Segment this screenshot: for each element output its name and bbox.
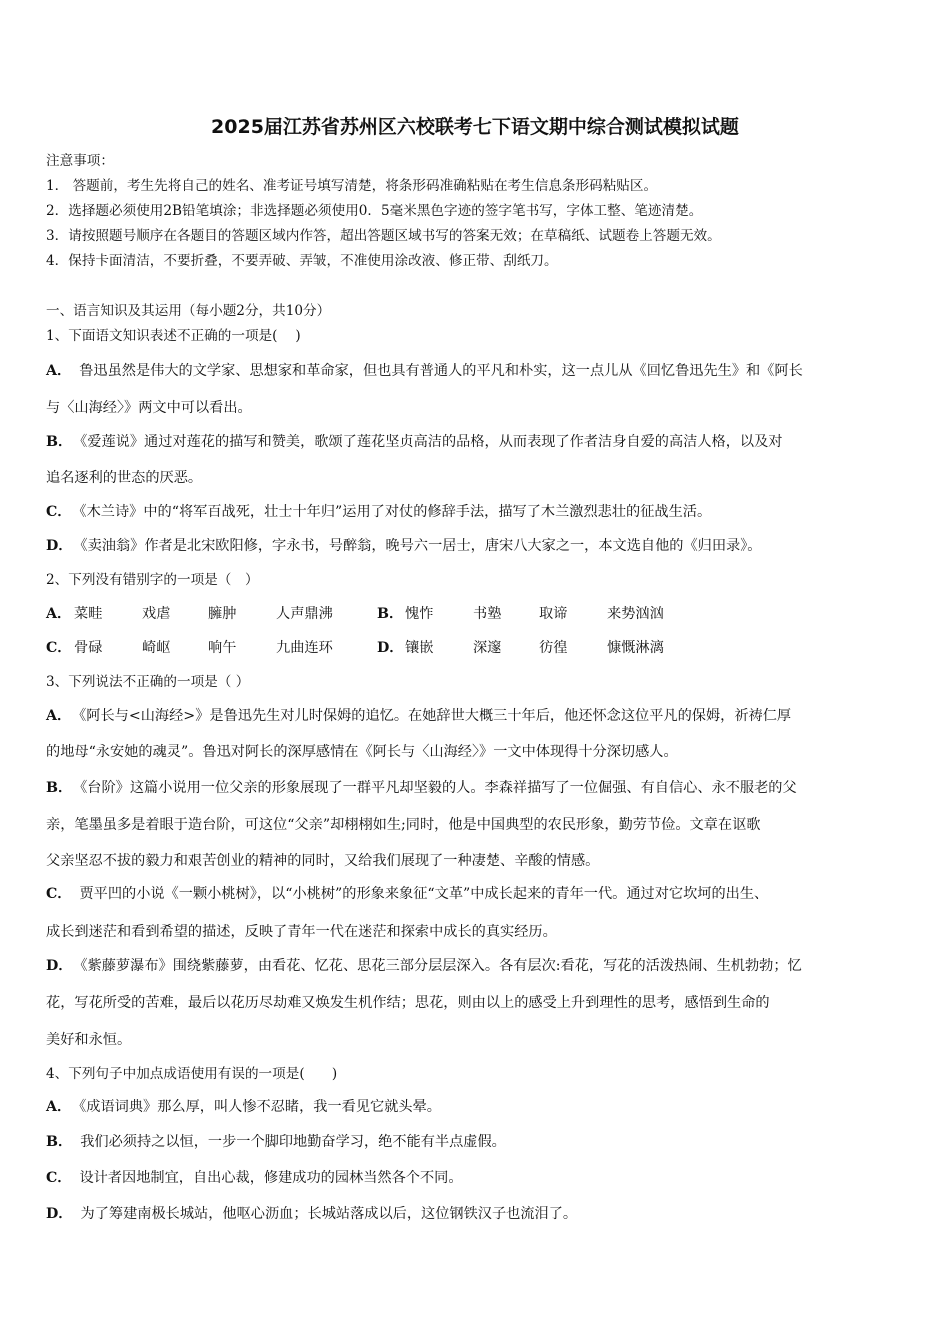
option-row-ab [46,605,746,625]
option-label: B． [46,434,73,450]
option-b [46,433,782,451]
option-text: 《紫藤萝瀑布》围绕紫藤萝，由看花、忆花、思花三部分层层深入。各有层次:看花，写花的活泼热闹、生机勃勃；忆 [80,958,802,974]
option-text: 《木兰诗》中的“将军百战死，壮士十年归”运用了对仗的修辞手法，描写了木兰激烈悲壮的征战生活。 [79,504,712,520]
option-label: A． [46,363,72,379]
option-label: D． [377,640,404,656]
option-text: 贾平凹的小说《一颗小桃树》，以“小桃树”的形象来象征“文革”中成长起来的青年一代。通过对它坎坷的出生、 [79,886,769,902]
option-label: B． [46,780,73,796]
option-text: 《成语词典》那么厚，叫人惨不忍睹，我一看见它就头晕。 [79,1099,441,1115]
option-label: C． [46,504,72,520]
option-label: C． [46,1170,72,1186]
option-b-cont: 父亲坚忍不拔的毅力和艰苦创业的精神的同时，又给我们展现了一种凄楚、辛酸的情感。 [46,853,600,869]
option-d [46,1205,577,1223]
option-text: 我们必须持之以恒，一步一个脚印地勤奋学习，绝不能有半点虚假。 [80,1134,506,1150]
word: 菜畦 [74,606,103,622]
option-row-cd [46,639,746,659]
word: 九曲连环 [276,640,333,656]
option-label: C． [46,886,72,902]
word: 镶嵌 [405,640,434,656]
word: 骨碌 [74,640,103,656]
word: 戏虐 [142,606,171,622]
word: 慷慨淋漓 [607,640,664,656]
option-b [46,1133,506,1151]
option-label: B． [46,1134,73,1150]
page-title: 2025届江苏省苏州区六校联考七下语文期中综合测试模拟试题 [211,116,739,138]
option-c [46,885,768,903]
option-d [46,957,802,975]
question-stem: 1、下面语文知识表述不正确的一项是( ) [46,328,301,344]
option-label: A． [46,606,72,622]
word: 崎岖 [142,640,171,656]
option-text: 设计者因地制宜，自出心裁，修建成功的园林当然各个不同。 [79,1170,463,1186]
question-stem: 2、下列没有错别字的一项是（ ） [46,572,259,588]
option-a [46,707,791,725]
option-d [46,537,762,555]
question-stem: 3、下列说法不正确的一项是（ ） [46,674,250,690]
question-stem: 4、下列句子中加点成语使用有误的一项是( ) [46,1066,338,1082]
option-text: 为了筹建南极长城站，他呕心沥血；长城站落成以后，这位钢铁汉子也流泪了。 [80,1206,578,1222]
option-b [46,779,797,797]
option-a-cont: 的地母“永安她的魂灵”。鲁迅对阿长的深厚感情在《阿长与〈山海经〉》一文中体现得十分深切感人。 [46,744,678,760]
option-c [46,503,711,521]
option-text: 《台阶》这篇小说用一位父亲的形象展现了一群平凡却坚毅的人。李森祥描写了一位倔强、有自信心、永不服老的父 [80,780,797,796]
option-text: 《阿长与<山海经>》是鲁迅先生对儿时保姆的追忆。在她辞世大概三十年后，他还怀念这位平凡的保姆，祈祷仁厚 [79,708,792,724]
word: 愧怍 [405,606,434,622]
option-b-cont: 追名逐利的世态的厌恶。 [46,470,203,486]
option-label: A． [46,1099,72,1115]
option-c [46,1169,463,1187]
option-label: D． [46,538,73,554]
word: 彷徨 [539,640,568,656]
word: 响午 [208,640,237,656]
option-a [46,362,803,380]
notice-item: 2．选择题必须使用2B铅笔填涂；非选择题必须使用0．5毫米黑色字迹的签字笔书写，字体工整、笔迹清楚。 [46,203,703,219]
option-a-cont: 与〈山海经〉》两文中可以看出。 [46,400,252,416]
notice-item: 4．保持卡面清洁，不要折叠，不要弄破、弄皱，不准使用涂改液、修正带、刮纸刀。 [46,253,558,269]
option-text: 《卖油翁》作者是北宋欧阳修，字永书，号醉翁，晚号六一居士，唐宋八大家之一，本文选自他的《归田录》。 [80,538,762,554]
option-label: B． [377,606,404,622]
option-label: A． [46,708,72,724]
option-d-cont: 美好和永恒。 [46,1032,132,1048]
word: 取谛 [539,606,568,622]
word: 来势汹汹 [607,606,664,622]
word: 书塾 [473,606,502,622]
word: 臃肿 [208,606,237,622]
notice-item: 1． 答题前，考生先将自己的姓名、准考证号填写清楚，将条形码准确粘贴在考生信息条形码粘贴区。 [46,178,658,194]
option-a [46,1098,441,1116]
word: 人声鼎沸 [276,606,333,622]
notice-heading: 注意事项： [46,153,114,169]
option-label: C． [46,640,72,656]
section-heading: 一、语言知识及其运用（每小题2分，共10分） [46,303,331,319]
notice-item: 3．请按照题号顺序在各题目的答题区域内作答，超出答题区域书写的答案无效；在草稿纸、试题卷上答题无效。 [46,228,721,244]
option-text: 鲁迅虽然是伟大的文学家、思想家和革命家，但也具有普通人的平凡和朴实，这一点儿从《回忆鲁迅先生》和《阿长 [79,363,803,379]
option-label: D． [46,958,73,974]
option-c-cont: 成长到迷茫和看到希望的描述，反映了青年一代在迷茫和探索中成长的真实经历。 [46,924,557,940]
option-b-cont: 亲，笔墨虽多是着眼于造台阶，可这位“父亲”却栩栩如生;同时，他是中国典型的农民形象，勤劳节俭。文章在讴歌 [46,817,761,833]
option-label: D． [46,1206,73,1222]
option-text: 《爱莲说》通过对莲花的描写和赞美，歌颂了莲花坚贞高洁的品格，从而表现了作者洁身自爱的高洁人格，以及对 [80,434,783,450]
option-d-cont: 花，写花所受的苦难，最后以花历尽劫难又焕发生机作结；思花，则由以上的感受上升到理性的思考，感悟到生命的 [46,995,770,1011]
word: 深邃 [473,640,502,656]
